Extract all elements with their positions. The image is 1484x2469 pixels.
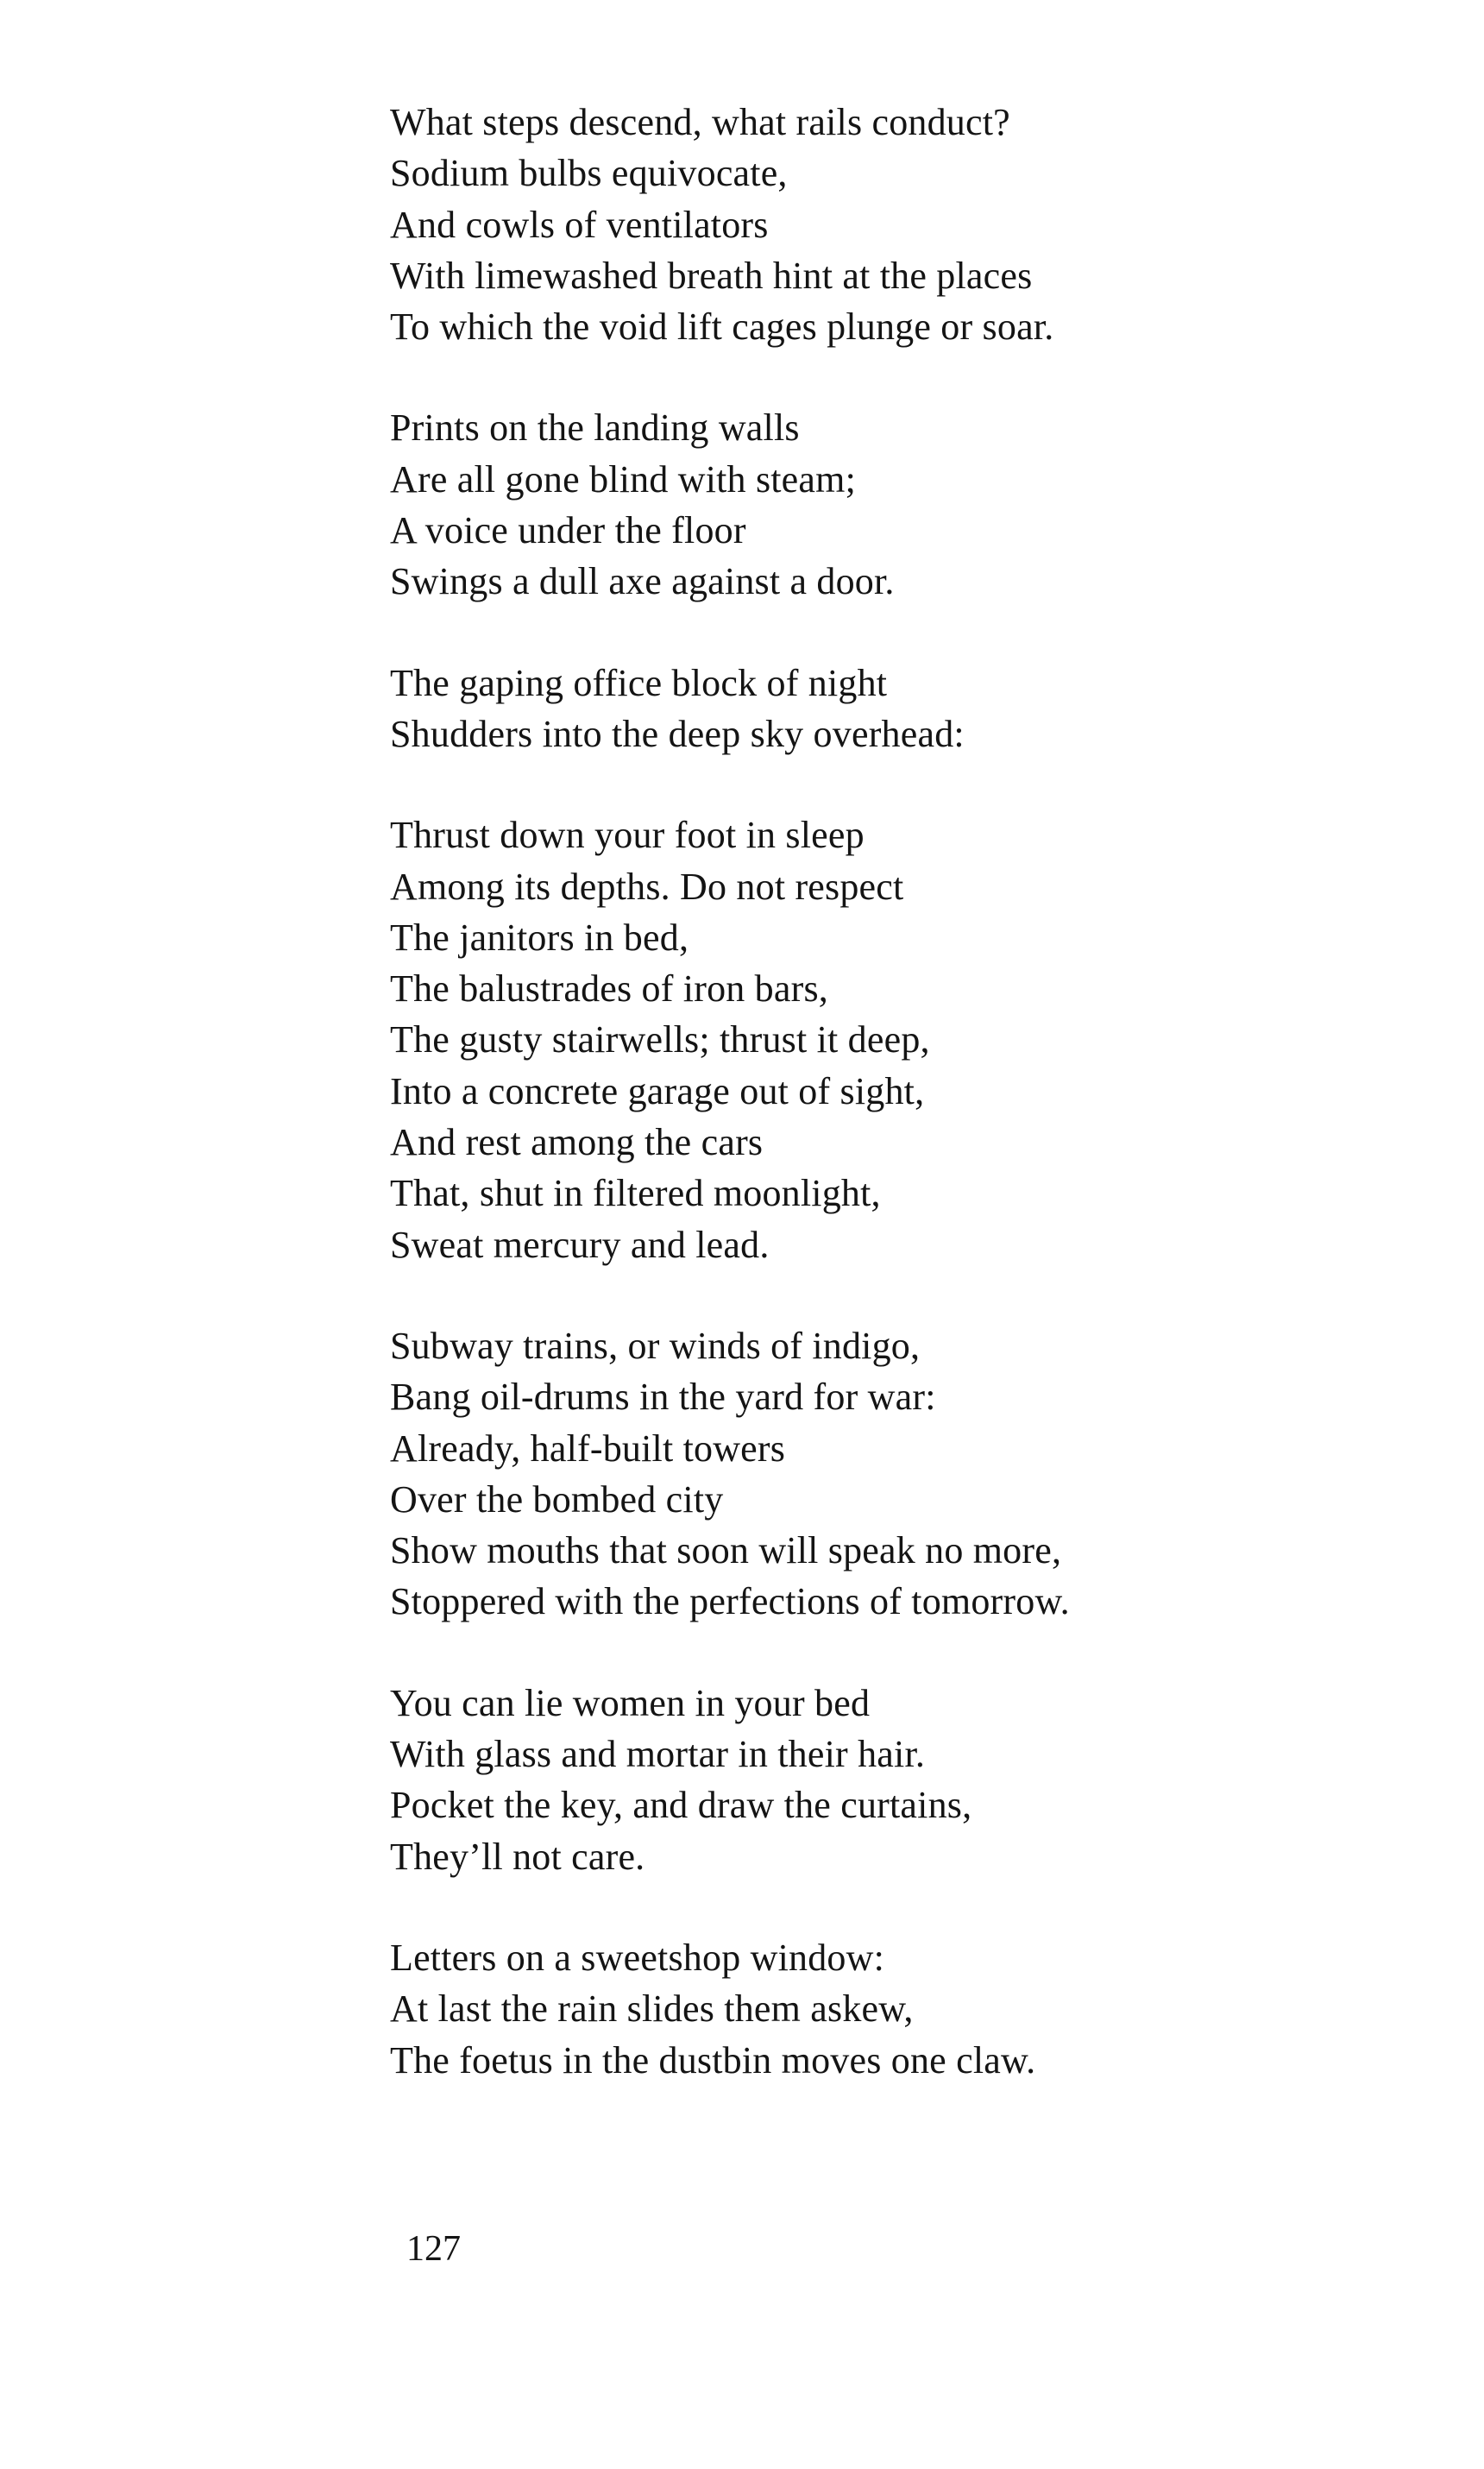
poem-line: Into a concrete garage out of sight, [390,1069,925,1112]
poem-line: Already, half-built towers [390,1427,786,1470]
poem-line: Sweat mercury and lead. [390,1223,770,1266]
poem-line: Are all gone blind with steam; [390,457,856,501]
poem-line: Thrust down your foot in sleep [390,814,865,857]
poem-line: A voice under the floor [390,509,746,552]
poem-line: And rest among the cars [390,1121,764,1164]
poem-line: Subway trains, or winds of indigo, [390,1324,921,1367]
poem-line: The gusty stairwells; thrust it deep, [390,1018,930,1061]
poem-line: Over the bombed city [390,1477,724,1521]
poem-line: The janitors in bed, [390,916,689,959]
poem-line: What steps descend, what rails conduct? [390,101,1010,143]
stanza-3 [390,658,1382,760]
poem-line: Shudders into the deep sky overhead: [390,712,965,755]
stanza-2 [390,402,1382,607]
poem-text [390,97,1382,2136]
poem-line: That, shut in filtered moonlight, [390,1172,881,1215]
poem-line: Swings a dull axe against a door. [390,560,895,603]
poem-line: Prints on the landing walls [390,406,800,450]
stanza-5 [390,1320,1382,1628]
poem-line: At last the rain slides them askew, [390,1987,914,2031]
poem-line: Show mouths that soon will speak no more, [390,1529,1062,1572]
poem-line: Stoppered with the perfections of tomorrow. [390,1580,1070,1623]
poem-line: With limewashed breath hint at the places [390,254,1033,297]
poem-line: Bang oil-drums in the yard for war: [390,1376,936,1419]
poem-line: The balustrades of iron bars, [390,967,828,1011]
stanza-6 [390,1678,1382,1882]
poem-line: Letters on a sweetshop window: [390,1936,884,1979]
poem-line: And cowls of ventilators [390,203,769,246]
poem-line: You can lie women in your bed [390,1681,871,1724]
poem-line: To which the void lift cages plunge or soar. [390,305,1054,349]
page-number: 127 [406,2229,461,2269]
poem-line: Sodium bulbs equivocate, [390,152,788,195]
poem-line: They’ll not care. [390,1835,645,1878]
poem-line: Among its depths. Do not respect [390,865,904,908]
stanza-7 [390,1932,1382,2086]
poem-line: Pocket the key, and draw the curtains, [390,1784,972,1827]
stanza-1 [390,97,1382,352]
stanza-4 [390,809,1382,1270]
poem-line: The foetus in the dustbin moves one claw. [390,2038,1036,2082]
poem-line: The gaping office block of night [390,661,888,704]
poem-line: With glass and mortar in their hair. [390,1733,926,1776]
